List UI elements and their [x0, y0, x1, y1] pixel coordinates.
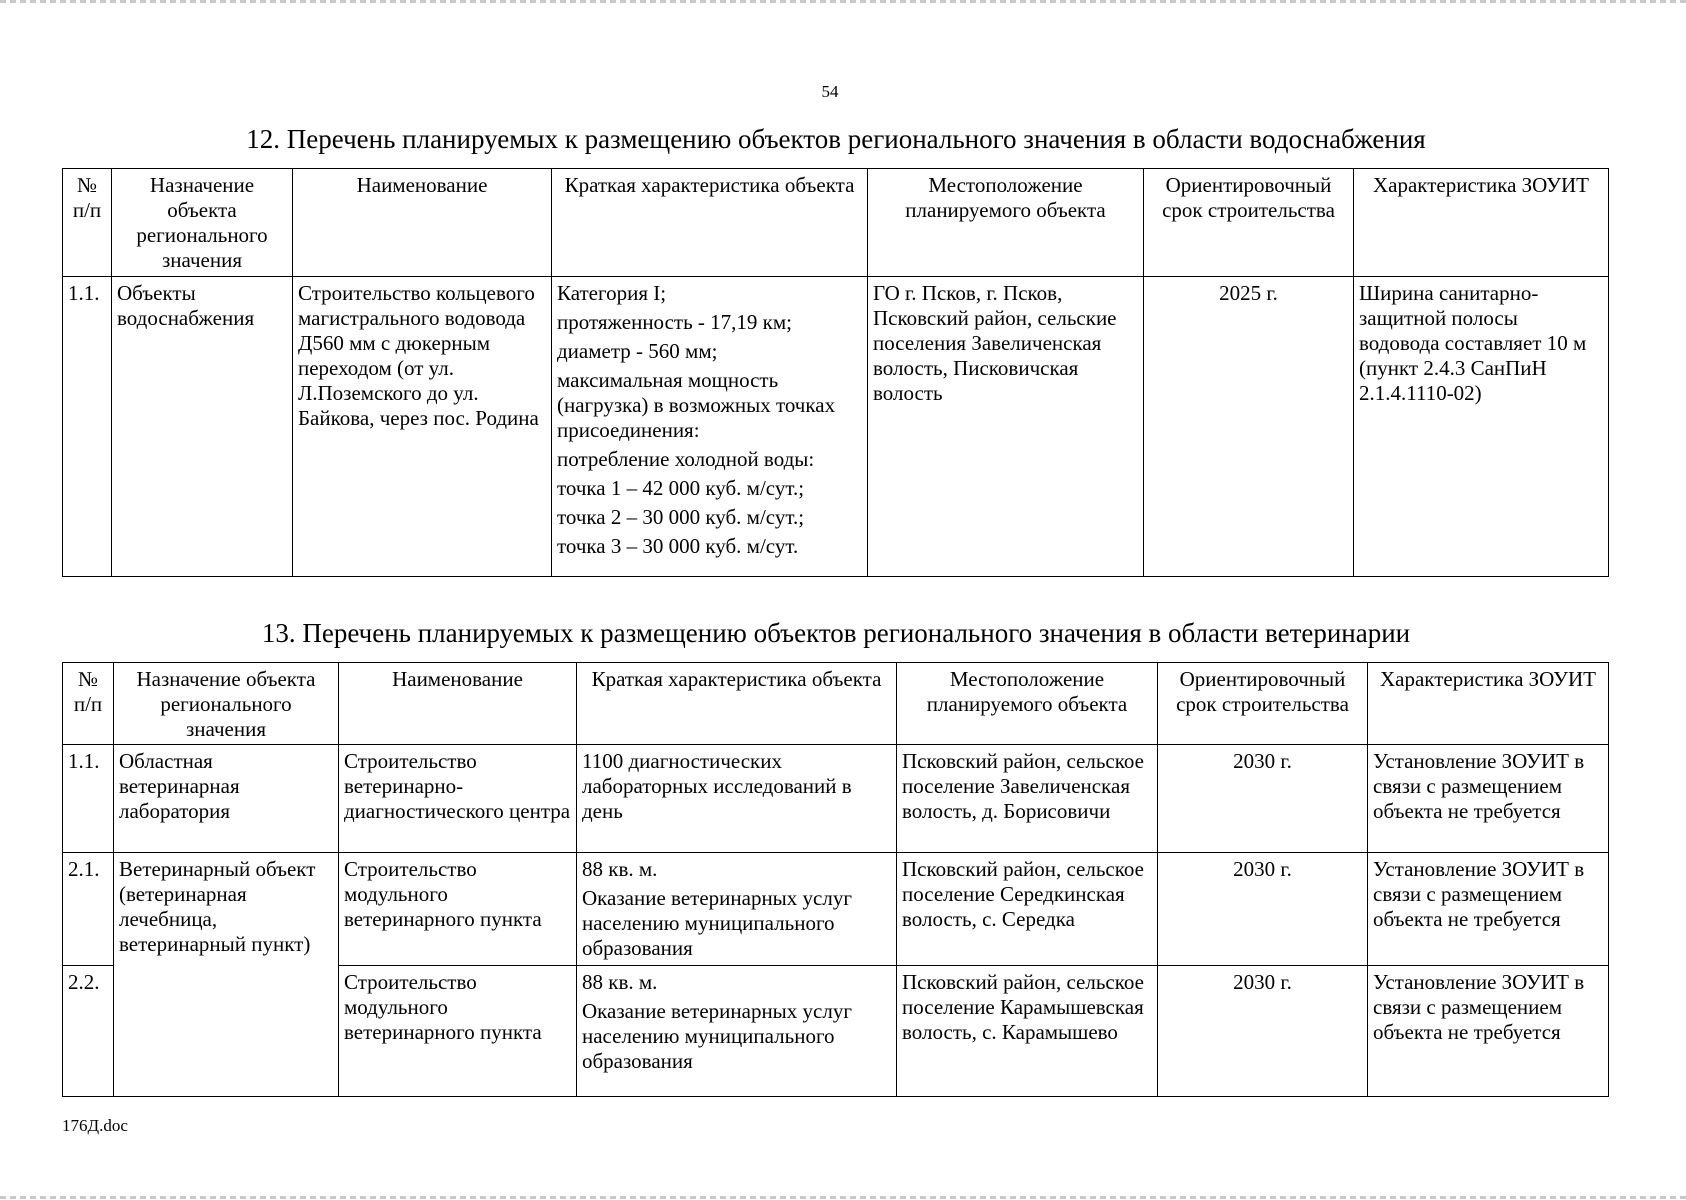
header-term: Ориентировочный срок строительства [1144, 169, 1354, 277]
table-row [63, 853, 1609, 966]
row-location: Псковский район, сельское поселение Карамышевская волость, с. Карамышево [897, 966, 1158, 1097]
row-zouit: Установление ЗОУИТ в связи с размещением объекта не требуется [1368, 745, 1609, 853]
row-number: 1.1. [63, 745, 114, 853]
row-name: Строительство ветеринарно-диагностического центра [339, 745, 577, 853]
row-zouit: Установление ЗОУИТ в связи с размещением объекта не требуется [1368, 966, 1609, 1097]
row-zouit: Установление ЗОУИТ в связи с размещением объекта не требуется [1368, 853, 1609, 966]
characteristic-line: протяженность - 17,19 км; [557, 310, 792, 334]
characteristic-line: 88 кв. м. [582, 857, 658, 881]
row-name: Строительство модульного ветеринарного пункта [339, 966, 577, 1097]
header-characteristics: Краткая характеристика объекта [552, 169, 868, 277]
characteristic-line: 1100 диагностических лабораторных исследований в день [582, 749, 852, 823]
table-header-row [63, 663, 1609, 745]
row-purpose: Областная ветеринарная лаборатория [114, 745, 339, 853]
row-term: 2030 г. [1158, 745, 1368, 853]
water-supply-table [62, 168, 1609, 577]
table-row [63, 277, 1609, 577]
row-term: 2025 г. [1144, 277, 1354, 577]
document-filename: 176Д.doc [62, 1116, 128, 1135]
table12-title: 12. Перечень планируемых к размещению объектов регионального значения в области водоснабжения [246, 124, 1426, 154]
characteristic-line: диаметр - 560 мм; [557, 339, 718, 363]
header-name: Наименование [293, 169, 552, 277]
characteristic-line: потребление холодной воды: [557, 447, 815, 471]
header-location: Местоположение планируемого объекта [897, 663, 1158, 745]
veterinary-table [62, 662, 1609, 1097]
row-zouit: Ширина санитарно-защитной полосы водовода составляет 10 м (пункт 2.4.3 СанПиН 2.1.4.1110-02) [1354, 277, 1609, 577]
row-number: 2.2. [63, 966, 114, 1097]
characteristic-line: Оказание ветеринарных услуг населению муниципального образования [582, 886, 852, 960]
header-name: Наименование [339, 663, 577, 745]
row-characteristics [577, 853, 897, 966]
header-num: № п/п [63, 169, 112, 277]
row-term: 2030 г. [1158, 853, 1368, 966]
row-location: Псковский район, сельское поселение Середкинская волость, с. Середка [897, 853, 1158, 966]
table-row [63, 745, 1609, 853]
characteristic-line: Категория I; [557, 281, 667, 305]
header-zouit: Характеристика ЗОУИТ [1354, 169, 1609, 277]
header-purpose: Назначение объекта регионального значения [114, 663, 339, 745]
row-location: ГО г. Псков, г. Псков, Псковский район, сельские поселения Завеличенская волость, Писковичская волость [868, 277, 1144, 577]
header-num: № п/п [63, 663, 114, 745]
row-purpose: Ветеринарный объект (ветеринарная лечебница, ветеринарный пункт) [114, 853, 339, 1097]
header-characteristics: Краткая характеристика объекта [577, 663, 897, 745]
row-name: Строительство модульного ветеринарного пункта [339, 853, 577, 966]
characteristic-line: Оказание ветеринарных услуг населению муниципального образования [582, 999, 852, 1073]
scan-edge-bottom [0, 1196, 1686, 1199]
row-characteristics [577, 966, 897, 1097]
table13-title: 13. Перечень планируемых к размещению объектов регионального значения в области ветеринарии [261, 618, 1411, 648]
characteristic-line: точка 3 – 30 000 куб. м/сут. [557, 534, 799, 558]
row-location: Псковский район, сельское поселение Завеличенская волость, д. Борисовичи [897, 745, 1158, 853]
characteristic-line: точка 1 – 42 000 куб. м/сут.; [557, 476, 805, 500]
page-number: 54 [821, 82, 839, 101]
header-purpose: Назначение объекта регионального значения [112, 169, 293, 277]
header-zouit: Характеристика ЗОУИТ [1368, 663, 1609, 745]
row-purpose: Объекты водоснабжения [112, 277, 293, 577]
characteristic-line: 88 кв. м. [582, 970, 658, 994]
row-term: 2030 г. [1158, 966, 1368, 1097]
row-number: 2.1. [63, 853, 114, 966]
row-characteristics [552, 277, 868, 577]
characteristic-line: точка 2 – 30 000 куб. м/сут.; [557, 505, 805, 529]
table-header-row [63, 169, 1609, 277]
header-location: Местоположение планируемого объекта [868, 169, 1144, 277]
row-name: Строительство кольцевого магистрального водовода Д560 мм с дюкерным переходом (от ул. Л.Поземского до ул. Байкова, через пос. Родина [293, 277, 552, 577]
characteristic-line: максимальная мощность (нагрузка) в возможных точках присоединения: [557, 368, 836, 442]
scan-edge-top [0, 0, 1686, 3]
row-number: 1.1. [63, 277, 112, 577]
row-characteristics [577, 745, 897, 853]
header-term: Ориентировочный срок строительства [1158, 663, 1368, 745]
